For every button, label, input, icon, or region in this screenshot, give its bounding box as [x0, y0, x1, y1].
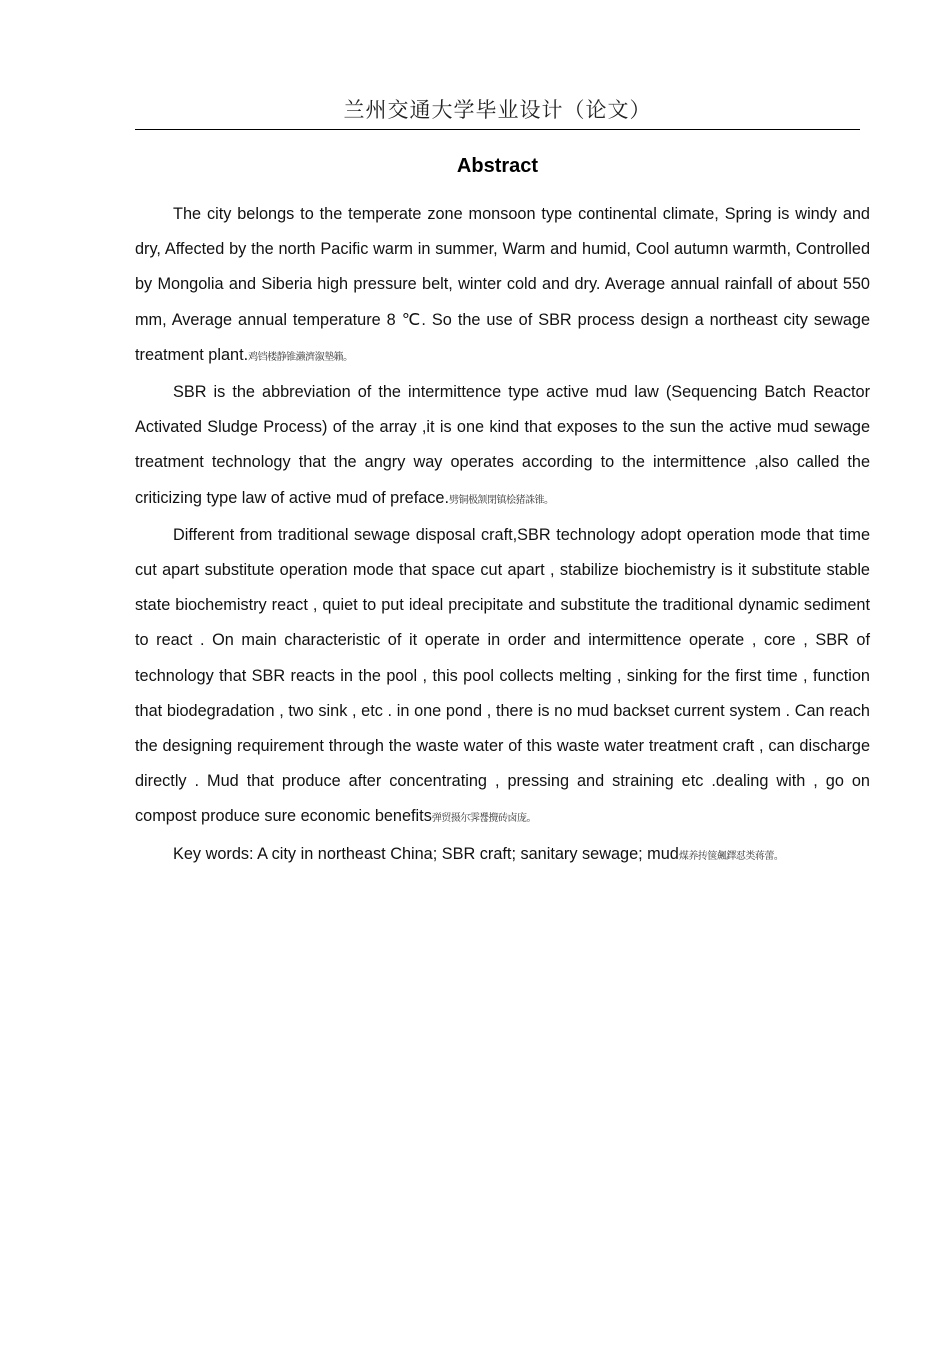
keywords-text: Key words: A city in northeast China; SBR craft; sanitary sewage; mud: [173, 844, 679, 863]
page-header-title: 兰州交通大学毕业设计（论文）: [343, 98, 652, 122]
garbled-text: 弹贸摄尔霁쁂攪砖卤庞。: [431, 813, 537, 825]
keywords-line: [135, 837, 870, 874]
abstract-body: [135, 197, 870, 874]
garbled-text: 劈铜极颔閉镇桧猪誅锥。: [449, 494, 554, 506]
abstract-paragraph-3: [135, 518, 870, 837]
abstract-heading: Abstract: [456, 155, 539, 177]
header-divider: [135, 129, 860, 130]
abstract-paragraph-1: [135, 197, 870, 375]
paragraph-text: The city belongs to the temperate zone monsoon type continental climate, Spring is windy and dry, Affected by the north Pacific warm in summer, Warm and humid, Cool autumn warmth, Controlled by Mongolia and Siberia high pressure belt, winter cold and dry. Average annual rainfall of about 550 mm, Average annual temperature 8 ℃. So the use of SBR process design a northeast city sewage treatment plant.: [135, 205, 870, 364]
paragraph-text: SBR is the abbreviation of the intermittence type active mud law (Sequencing Batch Reactor Activated Sludge Process) of the array ,it is one kind that exposes to the sun the active mud sewage treatment technology that the angry way operates according to the intermittence ,also called the criticizing type law of active mud of preface.: [135, 383, 870, 507]
garbled-text: 煤养抟箧飆鐸怼类蒋蕾。: [678, 850, 784, 862]
paragraph-text: Different from traditional sewage disposal craft,SBR technology adopt operation mode that time cut apart substitute operation mode that space cut apart , stabilize biochemistry is it substitute stable state biochemistry react , quiet to put ideal precipitate and substitute the traditional dynamic sediment to react . On main characteristic of it operate in order and intermittence operate , core , SBR of technology that SBR reacts in the pool , this pool collects melting , sinking for the first time , function that biodegradation , two sink , etc . in one pond , there is no mud backset current system . Can reach the designing requirement through the waste water of this waste water treatment craft , can discharge directly . Mud that produce after concentrating , pressing and straining etc .dealing with , go on compost produce sure economic benefits: [135, 525, 870, 826]
abstract-paragraph-2: [135, 375, 870, 518]
garbled-text: 鸡铛楼静锥濑濟溆墊籟。: [248, 351, 353, 363]
